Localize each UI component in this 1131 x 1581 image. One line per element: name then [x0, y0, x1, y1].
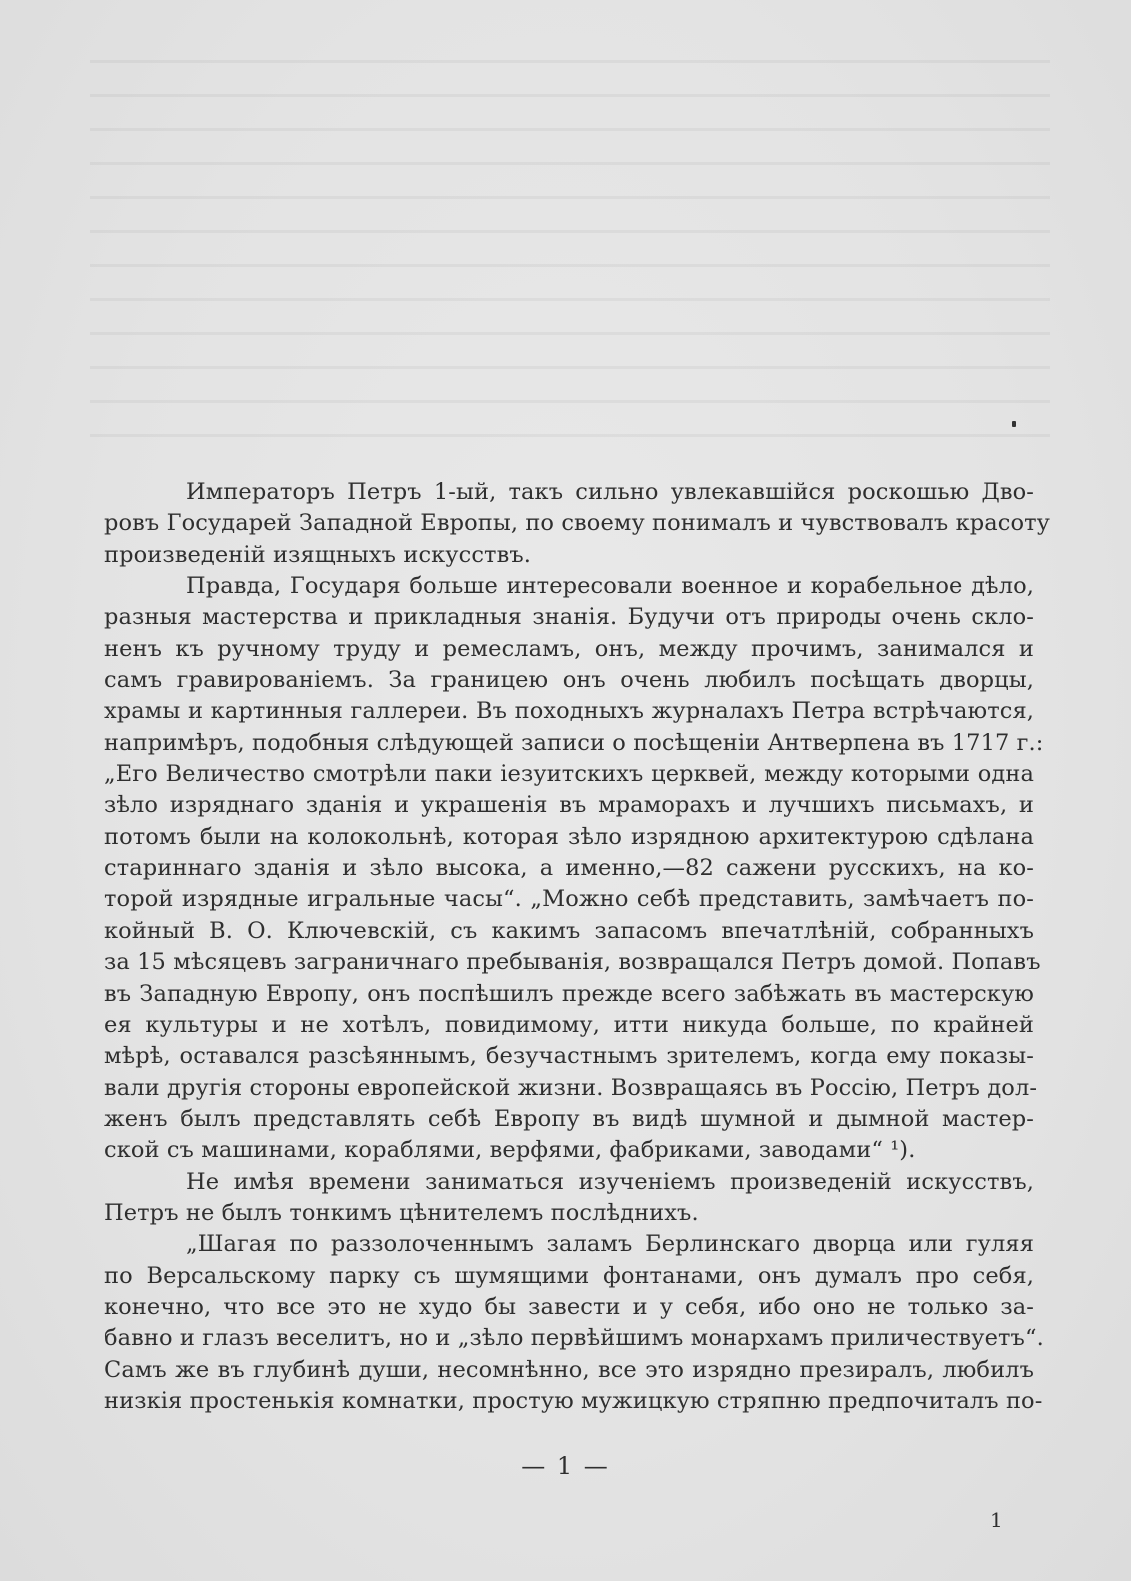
text-line: храмы и картинныя галлереи. Въ походныхъ журналахъ Петра встрѣчаются,: [104, 698, 1034, 725]
text-line: „Шагая по раззолоченнымъ заламъ Берлинскаго дворца или гуляя: [186, 1231, 1034, 1258]
text-line: вали другія стороны европейской жизни. Возвращаясь въ Россію, Петръ дол-: [104, 1074, 1038, 1101]
text-line: „Его Величество смотрѣли паки іезуитскихъ церквей, между которыми одна: [104, 761, 1034, 788]
text-line: женъ былъ представлять себѣ Европу въ видѣ шумной и дымной мастер-: [104, 1105, 1034, 1132]
text-line: за 15 мѣсяцевъ заграничнаго пребыванія, возвращался Петръ домой. Попавъ: [104, 949, 1041, 976]
text-line: ровъ Государей Западной Европы, по своему понималъ и чувствовалъ красоту: [104, 510, 1051, 537]
text-line: потомъ были на колокольнѣ, которая зѣло изрядною архитектурою сдѣлана: [104, 823, 1034, 850]
text-line: Самъ же въ глубинѣ души, несомнѣнно, все это изрядно презиралъ, любилъ: [104, 1356, 1034, 1383]
text-line: зѣло изряднаго зданія и украшенія въ мраморахъ и лучшихъ письмахъ, и: [104, 792, 1034, 819]
page-number: — 1 —: [521, 1452, 610, 1480]
text-line: торой изрядные игральные часы“. „Можно себѣ представить, замѣчаетъ по-: [104, 886, 1034, 913]
text-line: ской съ машинами, кораблями, верфями, фабриками, заводами“ ¹).: [104, 1137, 916, 1164]
text-line: разныя мастерства и прикладныя знанія. Будучи отъ природы очень скло-: [104, 604, 1034, 631]
text-line: въ Западную Европу, онъ поспѣшилъ прежде всего забѣжать въ мастерскую: [104, 980, 1034, 1007]
text-line: произведеній изящныхъ искусствъ.: [104, 541, 532, 568]
text-line: напримѣръ, подобныя слѣдующей записи о посѣщеніи Антверпена въ 1717 г.:: [104, 729, 1044, 756]
text-line: мѣрѣ, оставался разсѣяннымъ, безучастнымъ зрителемъ, когда ему показы-: [104, 1043, 1034, 1070]
text-line: по Версальскому парку съ шумящими фонтанами, онъ думалъ про себя,: [104, 1262, 1034, 1289]
bleed-through-text: [90, 60, 1050, 440]
text-line: самъ гравированіемъ. За границею онъ очень любилъ посѣщать дворцы,: [104, 667, 1034, 694]
text-line: ненъ къ ручному труду и ремесламъ, онъ, между прочимъ, занимался и: [104, 635, 1034, 662]
text-line: конечно, что все это не худо бы завести и у себя, ибо оно не только за-: [104, 1293, 1034, 1320]
text-line: стариннаго зданія и зѣло высока, а именно,—82 сажени русскихъ, на ко-: [104, 855, 1034, 882]
text-line: бавно и глазъ веселитъ, но и „зѣло первѣйшимъ монархамъ приличествуетъ“.: [104, 1325, 1044, 1352]
text-line: ея культуры и не хотѣлъ, повидимому, итти никуда больше, по крайней: [104, 1011, 1034, 1038]
ink-speck: [1012, 421, 1016, 427]
signature-mark: 1: [990, 1508, 1003, 1532]
text-line: Петръ не былъ тонкимъ цѣнителемъ послѣднихъ.: [104, 1199, 699, 1226]
text-line: низкія простенькія комнатки, простую мужицкую стряпню предпочиталъ по-: [104, 1387, 1043, 1414]
text-line: Не имѣя времени заниматься изученіемъ произведеній искусствъ,: [186, 1168, 1034, 1195]
body-text: [104, 477, 1051, 1417]
text-line: Правда, Государя больше интересовали военное и корабельное дѣло,: [186, 573, 1034, 600]
text-line: койный В. О. Ключевскій, съ какимъ запасомъ впечатлѣній, собранныхъ: [104, 917, 1034, 944]
text-line: Императоръ Петръ 1-ый, такъ сильно увлекавшійся роскошью Дво-: [186, 479, 1034, 505]
